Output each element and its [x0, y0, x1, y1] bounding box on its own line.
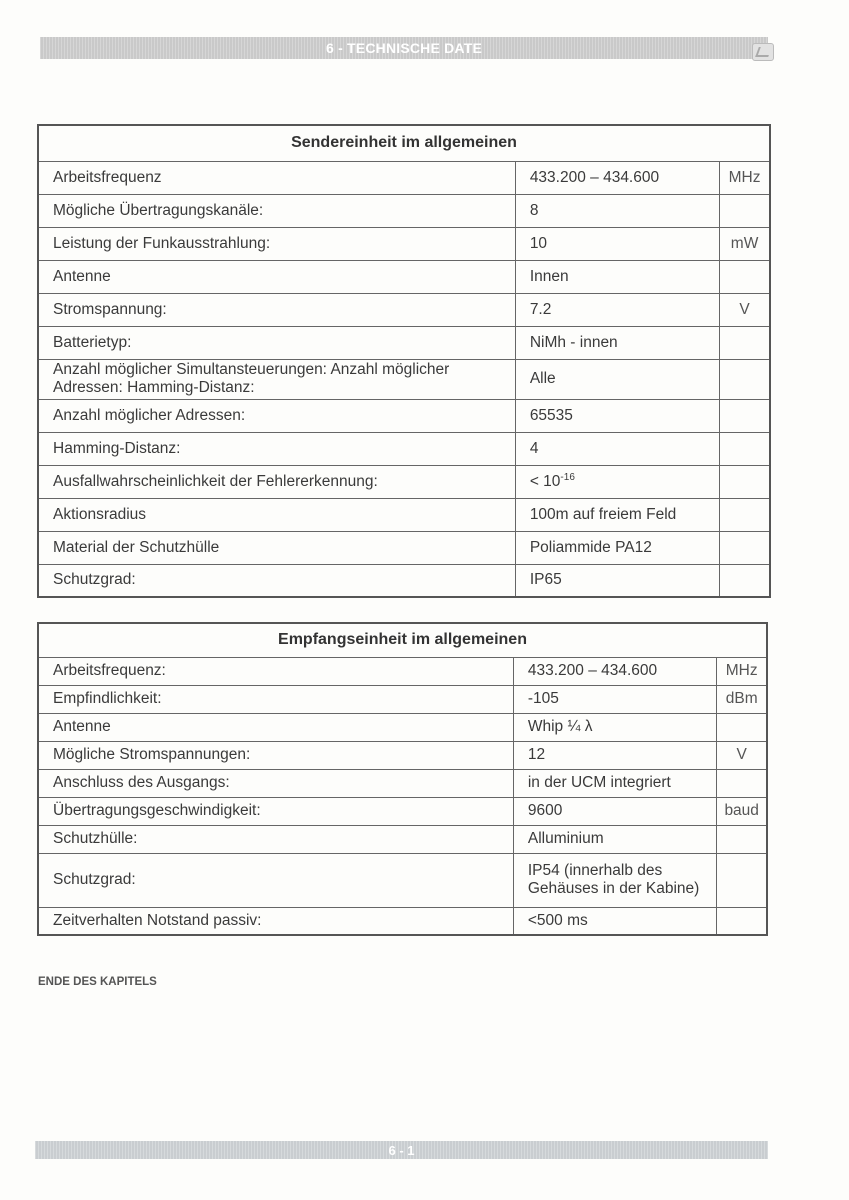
spec-row: [38, 657, 767, 685]
spec-label: Mögliche Stromspannungen:: [38, 741, 513, 769]
spec-value: [515, 359, 719, 399]
spec-value-text: 65535: [529, 406, 573, 424]
spec-unit: [720, 326, 770, 359]
spec-value-text: 8: [529, 201, 539, 219]
transmitter-spec-table: [37, 124, 771, 598]
table-header-row: [38, 125, 770, 161]
spec-label: Material der Schutzhülle: [38, 531, 515, 564]
spec-unit: V: [720, 293, 770, 326]
spec-label: Anzahl möglicher Simultansteuerungen: Anzahl möglicher Adressen: Hamming-Distanz:: [38, 359, 515, 399]
spec-label: Ausfallwahrscheinlichkeit der Fehlererkennung:: [38, 465, 515, 498]
spec-value: [513, 657, 717, 685]
spec-unit: [720, 498, 770, 531]
table-header-row: [38, 623, 767, 657]
chapter-end-note: ENDE DES KAPITELS: [38, 976, 157, 988]
spec-label: Mögliche Übertragungskanäle:: [38, 194, 515, 227]
spec-row: [38, 685, 767, 713]
spec-value: [513, 685, 717, 713]
footer-bar: [35, 1141, 768, 1159]
spec-unit: V: [717, 741, 767, 769]
spec-row: [38, 713, 767, 741]
spec-value-text: Alluminium: [527, 830, 604, 847]
spec-value-text: 12: [527, 746, 546, 763]
spec-value-text: in der UCM integriert: [527, 774, 671, 791]
spec-label: Arbeitsfrequenz: [38, 161, 515, 194]
spec-label: Stromspannung:: [38, 293, 515, 326]
spec-value: [515, 260, 719, 293]
spec-value-text: NiMh - innen: [529, 333, 618, 351]
spec-value: [515, 161, 719, 194]
spec-unit: [720, 432, 770, 465]
spec-row: [38, 399, 770, 432]
table-title: Empfangseinheit im allgemeinen: [38, 623, 767, 657]
spec-label: Anschluss des Ausgangs:: [38, 769, 513, 797]
spec-unit: [717, 713, 767, 741]
chapter-header-bar: [40, 37, 768, 59]
spec-unit: [717, 853, 767, 907]
spec-value-exponent: -16: [560, 471, 575, 483]
spec-row: [38, 741, 767, 769]
spec-unit: [720, 531, 770, 564]
spec-row: [38, 161, 770, 194]
spec-value-text: 433.200 – 434.600: [527, 662, 658, 679]
spec-value: [513, 713, 717, 741]
spec-unit: [720, 465, 770, 498]
spec-row: [38, 769, 767, 797]
spec-value-text: 9600: [527, 802, 563, 819]
spec-value: [515, 564, 719, 597]
spec-unit: [717, 769, 767, 797]
spec-value: [513, 825, 717, 853]
spec-unit: [720, 359, 770, 399]
spec-unit: baud: [717, 797, 767, 825]
spec-label: Leistung der Funkausstrahlung:: [38, 227, 515, 260]
spec-unit: MHz: [720, 161, 770, 194]
spec-value: [515, 293, 719, 326]
spec-value: [513, 741, 717, 769]
spec-row: [38, 797, 767, 825]
spec-value-text: Poliammide PA12: [529, 538, 652, 556]
spec-value-text: 7.2: [529, 300, 552, 318]
receiver-spec-table: [37, 622, 768, 936]
spec-value: [513, 907, 717, 935]
spec-value: [515, 432, 719, 465]
spec-value-text: Alle: [529, 370, 556, 387]
spec-value-text: -105: [527, 690, 559, 707]
spec-row: [38, 531, 770, 564]
spec-unit: mW: [720, 227, 770, 260]
spec-unit: [717, 907, 767, 935]
spec-value: [515, 399, 719, 432]
spec-row: [38, 853, 767, 907]
spec-value-text: <500 ms: [527, 911, 588, 929]
spec-label: Schutzgrad:: [38, 853, 513, 907]
spec-label: Antenne: [38, 260, 515, 293]
spec-unit: [720, 194, 770, 227]
spec-value: [513, 797, 717, 825]
spec-label: Anzahl möglicher Adressen:: [38, 399, 515, 432]
spec-row: [38, 465, 770, 498]
spec-label: Arbeitsfrequenz:: [38, 657, 513, 685]
spec-row: [38, 227, 770, 260]
spec-row: [38, 260, 770, 293]
spec-label: Antenne: [38, 713, 513, 741]
spec-value: [515, 227, 719, 260]
spec-row: [38, 293, 770, 326]
spec-row: [38, 564, 770, 597]
spec-row: [38, 194, 770, 227]
spec-row: [38, 432, 770, 465]
spec-value: [515, 531, 719, 564]
spec-unit: [717, 825, 767, 853]
spec-value-text: IP65: [529, 571, 562, 589]
spec-value-text: IP54 (innerhalb des Gehäuses in der Kabine): [527, 862, 700, 897]
spec-value-text: < 10: [529, 473, 561, 491]
spec-value: [515, 326, 719, 359]
spec-value: [515, 194, 719, 227]
spec-unit: [720, 399, 770, 432]
spec-value: [515, 465, 719, 498]
spec-label: Hamming-Distanz:: [38, 432, 515, 465]
spec-unit: MHz: [717, 657, 767, 685]
spec-label: Batterietyp:: [38, 326, 515, 359]
spec-unit: [720, 260, 770, 293]
spec-label: Übertragungsgeschwindigkeit:: [38, 797, 513, 825]
brand-logo-icon: [752, 43, 774, 61]
spec-unit: [720, 564, 770, 597]
spec-value-text: 10: [529, 234, 548, 252]
chapter-title: 6 - TECHNISCHE DATE: [326, 40, 482, 56]
spec-label: Schutzgrad:: [38, 564, 515, 597]
spec-row: [38, 359, 770, 399]
spec-value-text: Innen: [529, 267, 569, 285]
spec-value-text: Whip ¼ λ: [527, 718, 593, 735]
spec-row: [38, 907, 767, 935]
table-title: Sendereinheit im allgemeinen: [38, 125, 770, 161]
spec-row: [38, 825, 767, 853]
spec-label: Schutzhülle:: [38, 825, 513, 853]
spec-value-text: 433.200 – 434.600: [529, 168, 660, 186]
spec-row: [38, 498, 770, 531]
spec-unit: dBm: [717, 685, 767, 713]
page-number: 6 - 1: [388, 1143, 415, 1158]
spec-label: Zeitverhalten Notstand passiv:: [38, 907, 513, 935]
spec-label: Empfindlichkeit:: [38, 685, 513, 713]
spec-value: [513, 769, 717, 797]
spec-value: [515, 498, 719, 531]
spec-value-text: 100m auf freiem Feld: [529, 505, 677, 523]
spec-value-text: 4: [529, 439, 539, 457]
spec-value: [513, 853, 717, 907]
spec-row: [38, 326, 770, 359]
spec-label: Aktionsradius: [38, 498, 515, 531]
